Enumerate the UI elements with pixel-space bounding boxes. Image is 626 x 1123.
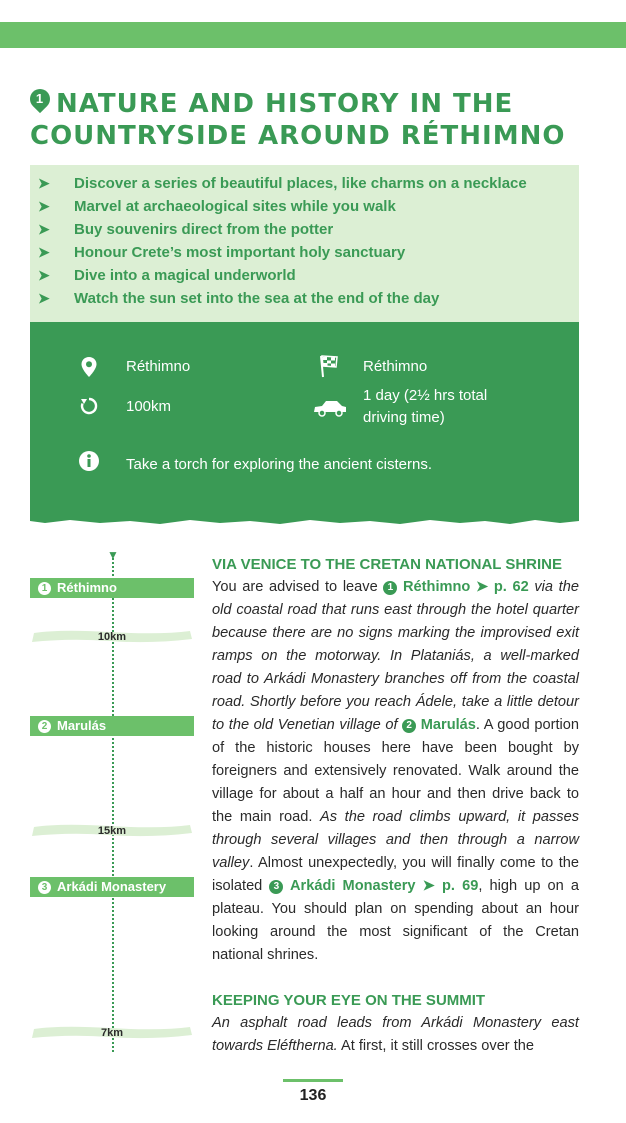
highlights-box	[30, 165, 579, 322]
tour-title-line-2: COUNTRYSIDE AROUND RÉTHIMNO	[30, 121, 566, 151]
arrow-bullet-icon: ➤	[38, 267, 50, 283]
highlight-item: ➤ Buy souvenirs direct from the potter	[30, 218, 579, 241]
torn-edge	[30, 512, 579, 526]
section-heading: KEEPING YOUR EYE ON THE SUMMIT	[212, 992, 486, 1009]
chequered-flag-icon	[318, 354, 340, 376]
highlight-item: ➤ Discover a series of beautiful places, like charms on a necklace	[30, 172, 579, 195]
route-stop: 1 Réthimno	[30, 578, 194, 598]
tour-duration: 1 day (2½ hrs total driving time)	[363, 387, 488, 426]
stop-reference[interactable]: 1 Réthimno ➤ p. 62	[383, 579, 528, 595]
route-start-arrow-icon: ▼	[107, 548, 119, 562]
header-bar	[0, 22, 626, 48]
arrow-bullet-icon: ➤	[38, 290, 50, 306]
tour-info-box	[30, 322, 579, 518]
finish-location: Réthimno	[363, 358, 428, 375]
route-distance: 10km	[30, 627, 194, 647]
page-number: 136	[299, 1087, 327, 1104]
info-icon	[78, 450, 100, 472]
map-pin-icon	[78, 356, 100, 378]
section-heading: VIA VENICE TO THE CRETAN NATIONAL SHRINE	[212, 556, 563, 573]
arrow-bullet-icon: ➤	[38, 221, 50, 237]
tour-title-line-1: NATURE AND HISTORY IN THE	[56, 89, 514, 119]
tour-distance: 100km	[126, 398, 172, 415]
highlight-item: ➤ Marvel at archaeological sites while you walk	[30, 195, 579, 218]
route-distance: 7km	[30, 1023, 194, 1043]
highlight-item: ➤ Dive into a magical underworld	[30, 264, 579, 287]
arrow-bullet-icon: ➤	[38, 244, 50, 260]
section-paragraph: An asphalt road leads from Arkádi Monastery east towards Eléftherna. At first, it still crosses over the	[212, 1015, 579, 1054]
section-paragraph: You are advised to leave 1 Réthimno ➤ p. 62 via the old coastal road that runs east through the hotel quarter because there are no signs marking the improvised exit ramps on the motorway. In Plataniás, a well-marked road to Arkádi Monastery branches off from the coastal road. Shortly before you reach Ádele, take a little detour to the old Venetian village of 2 Marulás. A good portion of the historic houses here have been bought by foreigners and extensively renovated. Walk around the village for about a half an hour and then drive back to the main road. As the road climbs upward, it passes through several villages and then through a narrow valley. Almost unexpectedly, you will finally come to the isolated 3 Arkádi Monastery ➤ p. 69, high up on a plateau. You should plan on spending about an hour looking around the most significant of the Cretan national shrines.	[212, 579, 580, 963]
arrow-bullet-icon: ➤	[38, 198, 50, 214]
tour-title	[30, 88, 600, 152]
route-stop: 2 Marulás	[30, 716, 194, 736]
loop-arrow-icon	[78, 396, 100, 418]
route-stop: 3 Arkádi Monastery	[30, 877, 194, 897]
tour-tip: Take a torch for exploring the ancient cisterns.	[126, 456, 432, 473]
route-distance: 15km	[30, 821, 194, 841]
page-number-rule	[283, 1079, 343, 1082]
car-icon	[312, 398, 348, 420]
highlight-item: ➤ Honour Crete’s most important holy sanctuary	[30, 241, 579, 264]
highlights-list	[30, 165, 579, 310]
route-timeline	[30, 545, 200, 1060]
arrow-bullet-icon: ➤	[38, 175, 50, 191]
tour-number-pin-icon: 1	[26, 85, 54, 113]
route-description	[212, 554, 579, 1058]
start-location: Réthimno	[126, 358, 191, 375]
highlight-item: ➤ Watch the sun set into the sea at the end of the day	[30, 287, 579, 310]
stop-reference[interactable]: 2 Marulás	[402, 717, 476, 733]
stop-reference[interactable]: 3 Arkádi Monastery ➤ p. 69	[269, 878, 478, 894]
